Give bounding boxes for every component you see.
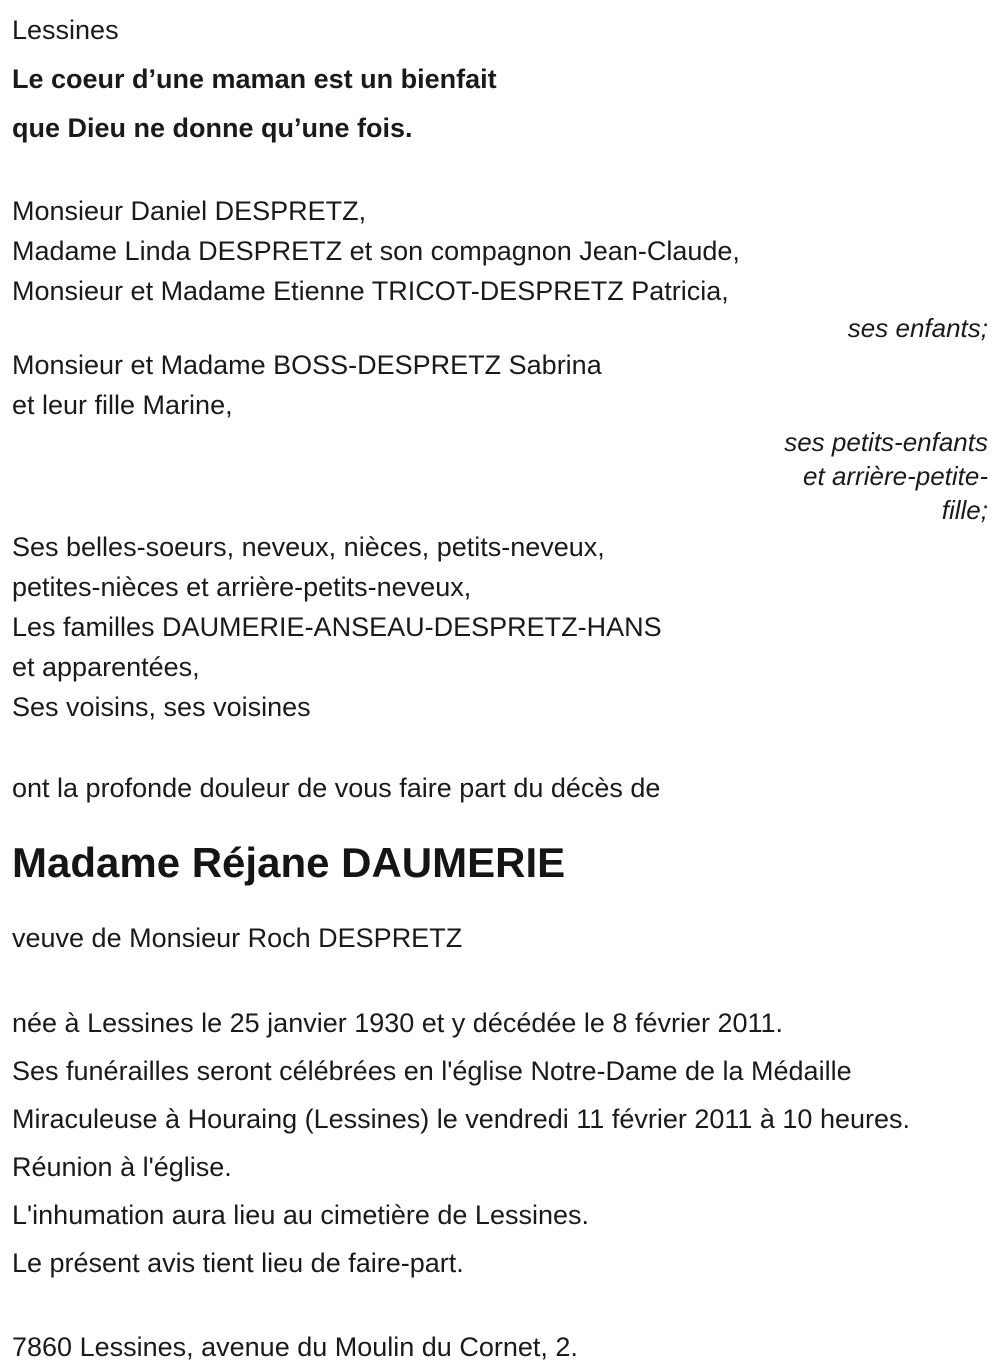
mourner-line-grandchild-1: Monsieur et Madame BOSS-DESPRETZ Sabrina bbox=[12, 350, 602, 380]
mourner-line-other-2: petites-nièces et arrière-petits-neveux, bbox=[12, 572, 472, 602]
mourner-line-child-3: Monsieur et Madame Etienne TRICOT-DESPRETZ Patricia, bbox=[12, 276, 729, 306]
detail-line-notice: Le présent avis tient lieu de faire-part. bbox=[12, 1248, 464, 1278]
spacer bbox=[12, 153, 988, 191]
mourner-line-child-1: Monsieur Daniel DESPRETZ, bbox=[12, 196, 367, 226]
detail-line-birth-death: née à Lessines le 25 janvier 1930 et y décédée le 8 février 2011. bbox=[12, 1008, 784, 1038]
detail-line-meeting: Réunion à l'église. bbox=[12, 1152, 232, 1182]
relationship-label-grandchildren-2: et arrière-petite- bbox=[803, 461, 988, 491]
mourner-line-other-5: Ses voisins, ses voisines bbox=[12, 692, 311, 722]
announcement-line: ont la profonde douleur de vous faire part du décès de bbox=[12, 773, 661, 803]
mourner-line-child-2: Madame Linda DESPRETZ et son compagnon Jean-Claude, bbox=[12, 236, 740, 266]
relationship-label-children: ses enfants; bbox=[847, 313, 988, 343]
deceased-name: Madame Réjane DAUMERIE bbox=[12, 839, 566, 886]
epigraph-line-2: que Dieu ne donne qu’une fois. bbox=[12, 113, 413, 143]
spacer bbox=[12, 727, 988, 765]
mourner-line-other-3: Les familles DAUMERIE-ANSEAU-DESPRETZ-HANS bbox=[12, 612, 662, 642]
detail-line-burial: L'inhumation aura lieu au cimetière de Lessines. bbox=[12, 1200, 589, 1230]
detail-line-funeral-2: Miraculeuse à Houraing (Lessines) le vendredi 11 février 2011 à 10 heures. bbox=[12, 1104, 911, 1134]
city-line: Lessines bbox=[12, 15, 119, 45]
detail-line-funeral-1: Ses funérailles seront célébrées en l'église Notre-Dame de la Médaille bbox=[12, 1056, 852, 1086]
mourner-line-other-1: Ses belles-soeurs, neveux, nièces, petits-neveux, bbox=[12, 532, 605, 562]
relationship-label-grandchildren-1: ses petits-enfants bbox=[784, 427, 988, 457]
mourner-line-other-4: et apparentées, bbox=[12, 652, 200, 682]
mourner-line-grandchild-2: et leur fille Marine, bbox=[12, 390, 233, 420]
address-line: 7860 Lessines, avenue du Moulin du Cornet, 2. bbox=[12, 1332, 578, 1362]
epigraph-line-1: Le coeur d’une maman est un bienfait bbox=[12, 64, 497, 94]
spacer bbox=[12, 1287, 988, 1323]
relationship-label-grandchildren-3: fille; bbox=[941, 495, 988, 525]
spacer bbox=[12, 961, 988, 999]
widow-line: veuve de Monsieur Roch DESPRETZ bbox=[12, 923, 463, 953]
